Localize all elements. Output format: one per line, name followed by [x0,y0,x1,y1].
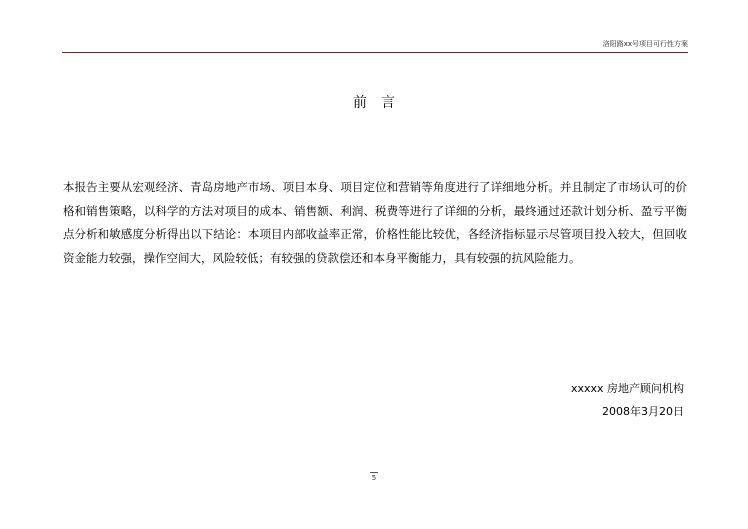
running-header: 洛阳路xx号项目可行性方案 [602,40,688,48]
signature-organization: xxxxx 房地产顾问机构 [570,382,684,395]
page-title: 前言 [353,95,409,112]
signature-block [460,377,684,423]
header-divider [62,52,688,53]
page-number: 5 [371,474,377,482]
preface-paragraph: 本报告主要从宏观经济、青岛房地产市场、项目本身、项目定位和营销等角度进行了详细地分析。并且制定了市场认可的价格和销售策略，以科学的方法对项目的成本、销售额、利润、税费等进行了详细的分析，最终通过还款计划分析、盈亏平衡点分析和敏感度分析得出以下结论：本项目内部收益率正常，价格性能比较优，各经济指标显示尽管项目投入较大，但回收资金能力较强，操作空间大，风险较低；有较强的贷款偿还和本身平衡能力，具有较强的抗风险能力。 [63,180,687,265]
signature-date: 2008年3月20日 [602,405,684,418]
page-footer [0,472,748,483]
